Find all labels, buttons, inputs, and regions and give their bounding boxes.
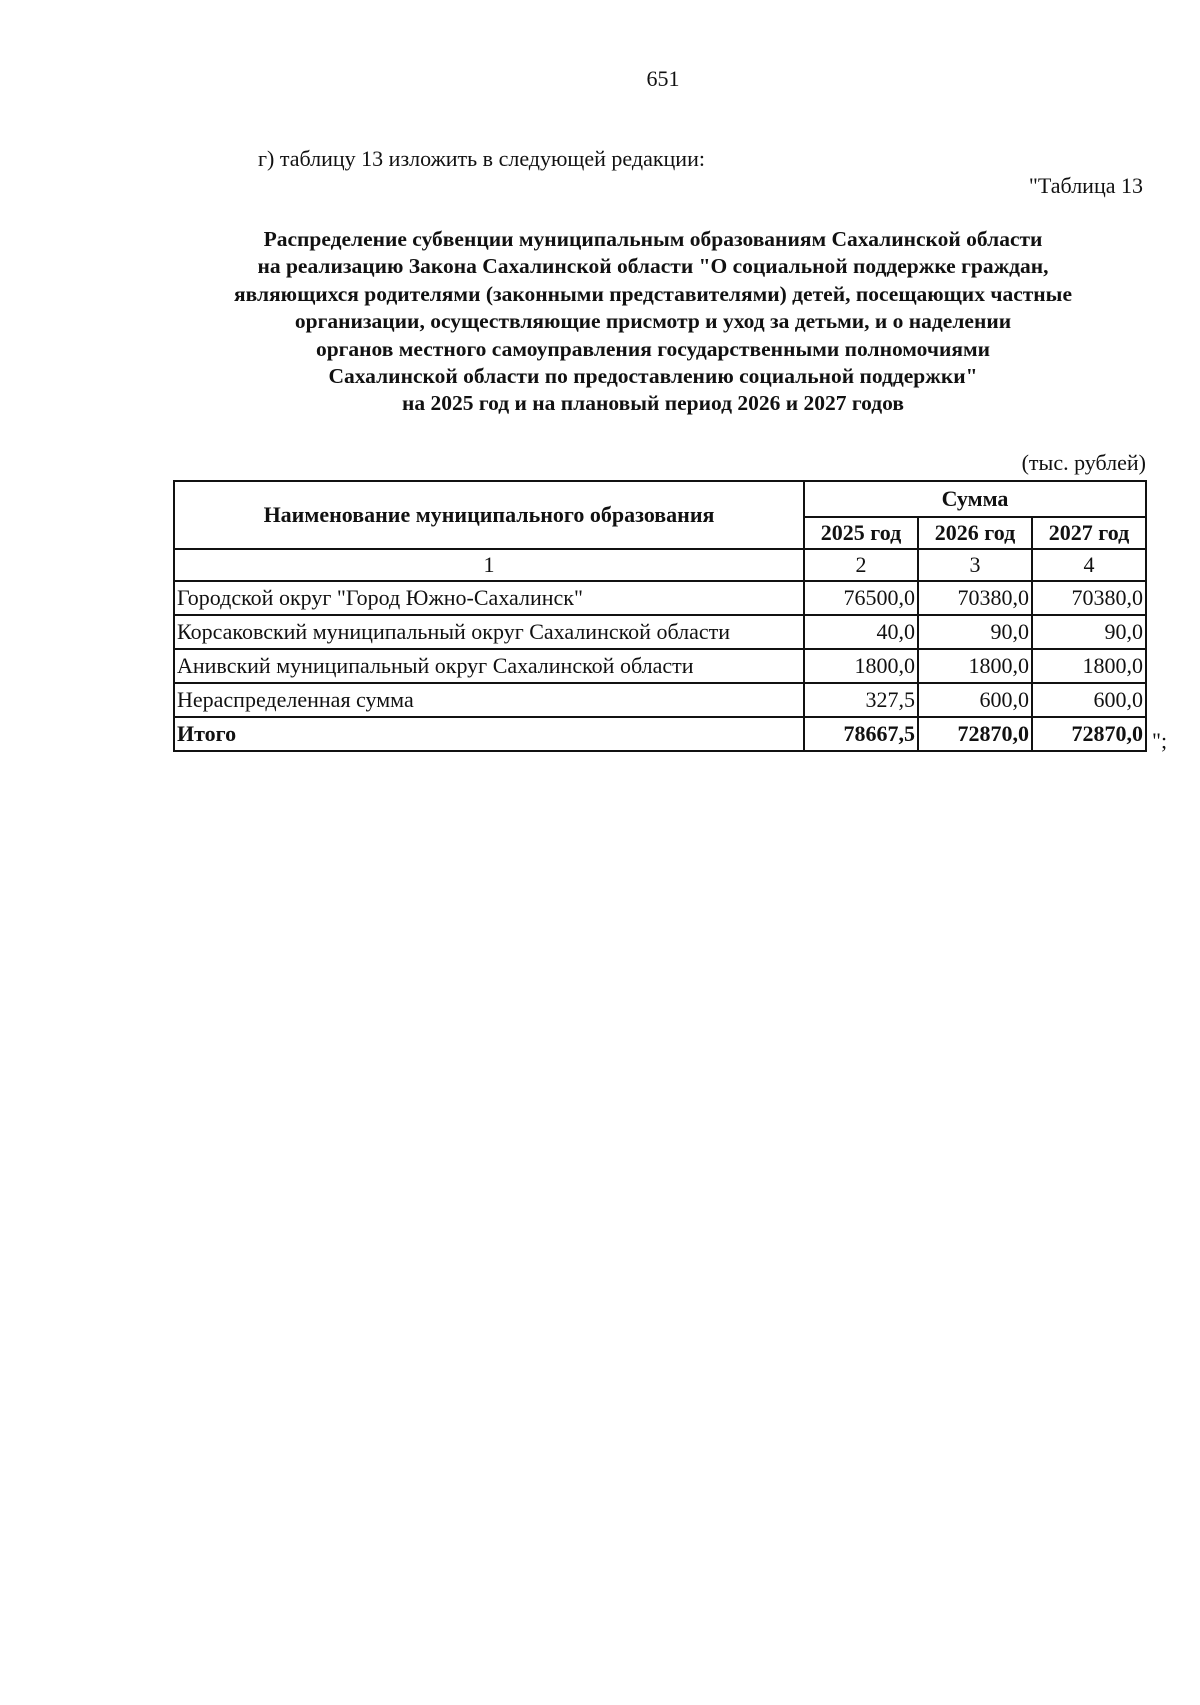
heading-line: на реализацию Закона Сахалинской области "О социальной поддержке граждан, [257, 254, 1049, 279]
units-label: (тыс. рублей) [1021, 450, 1146, 475]
page-number: 651 [646, 66, 680, 91]
column-number: 2 [804, 549, 918, 581]
heading-line: Сахалинской области по предоставлению социальной поддержки" [328, 364, 978, 389]
subvention-table [173, 480, 1147, 752]
total-2025: 78667,5 [804, 717, 918, 751]
total-label: Итого [174, 717, 804, 751]
header-sum: Сумма [804, 481, 1146, 517]
amount-2026: 70380,0 [918, 581, 1032, 615]
heading-line: организации, осуществляющие присмотр и уход за детьми, и о наделении [294, 309, 1012, 334]
amount-2025: 76500,0 [804, 581, 918, 615]
total-2026: 72870,0 [918, 717, 1032, 751]
amount-2025: 1800,0 [804, 649, 918, 683]
column-number: 4 [1032, 549, 1146, 581]
heading-line: органов местного самоуправления государственными полномочиями [315, 336, 991, 361]
column-number-row [174, 549, 1146, 581]
column-number: 1 [174, 549, 804, 581]
header-year-2026: 2026 год [918, 517, 1032, 549]
amount-2025: 40,0 [804, 615, 918, 649]
municipality-name: Нераспределенная сумма [174, 683, 804, 717]
heading-line: Распределение субвенции муниципальным образованиям Сахалинской области [263, 227, 1043, 251]
amount-2026: 1800,0 [918, 649, 1032, 683]
amount-2027: 600,0 [1032, 683, 1146, 717]
table-row [174, 649, 1146, 683]
amount-2026: 600,0 [918, 683, 1032, 717]
amount-2027: 1800,0 [1032, 649, 1146, 683]
total-row [174, 717, 1146, 751]
municipality-name: Анивский муниципальный округ Сахалинской области [174, 649, 804, 683]
amendment-intro: г) таблицу 13 изложить в следующей редакции: [258, 146, 705, 171]
heading-line: являющихся родителями (законными представителями) детей, посещающих частные [233, 281, 1073, 306]
amount-2027: 70380,0 [1032, 581, 1146, 615]
municipality-name: Городской округ "Город Южно-Сахалинск" [174, 581, 804, 615]
table-row [174, 615, 1146, 649]
table-label: "Таблица 13 [1028, 173, 1143, 198]
table-row [174, 683, 1146, 717]
amount-2025: 327,5 [804, 683, 918, 717]
total-2027: 72870,0 [1032, 717, 1146, 751]
closing-quote-mark: "; [1152, 728, 1168, 753]
table-heading [160, 226, 1146, 418]
amount-2027: 90,0 [1032, 615, 1146, 649]
table-row [174, 581, 1146, 615]
table-header-row [174, 481, 1146, 517]
heading-line: на 2025 год и на плановый период 2026 и 2027 годов [402, 391, 904, 416]
header-municipality: Наименование муниципального образования [174, 481, 804, 549]
column-number: 3 [918, 549, 1032, 581]
header-year-2027: 2027 год [1032, 517, 1146, 549]
amount-2026: 90,0 [918, 615, 1032, 649]
header-year-2025: 2025 год [804, 517, 918, 549]
municipality-name: Корсаковский муниципальный округ Сахалинской области [174, 615, 804, 649]
